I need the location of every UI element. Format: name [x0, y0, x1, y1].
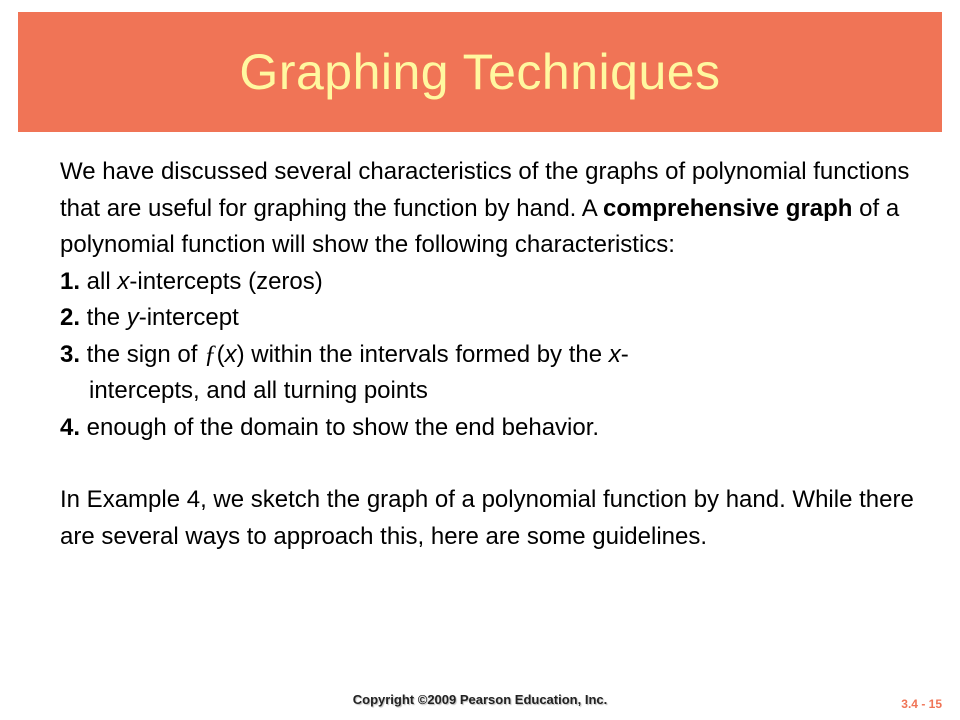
slide-number: 3.4 - 15	[901, 697, 942, 711]
list-item-1	[60, 264, 930, 301]
title-banner	[18, 12, 942, 132]
intro-text: We have discussed several characteristics of the graphs of polynomial functions that are useful for graphing the function by hand. A	[60, 158, 910, 222]
function-symbol: ƒ	[204, 340, 217, 368]
list-number-2: 2.	[60, 304, 81, 331]
slide-title: Graphing Techniques	[239, 44, 721, 100]
list-number-1: 1.	[60, 267, 81, 295]
list-item-2	[60, 300, 930, 337]
hyphen: -	[620, 340, 629, 368]
variable-y: y	[126, 304, 139, 331]
list-item-1-text: all	[80, 267, 118, 295]
list-item-3-text-mid: ) within the intervals formed by the	[236, 340, 609, 368]
variable-x: x	[117, 267, 130, 295]
list-item-2-text: the	[80, 304, 127, 331]
paragraph-gap	[60, 446, 930, 482]
list-item-1-text-end: -intercepts (zeros)	[129, 267, 323, 295]
intro-text-end: of a polynomial function will show the following characteristics:	[60, 194, 900, 258]
list-item-2-text-end: -intercept	[138, 304, 239, 331]
variable-x: x	[608, 340, 621, 368]
list-item-3-text: the sign of	[80, 340, 205, 368]
list-number-3: 3.	[60, 340, 81, 368]
copyright-notice: Copyright ©2009 Pearson Education, Inc.	[352, 692, 608, 707]
variable-x: x	[224, 340, 237, 368]
list-item-4-text: enough of the domain to show the end behavior.	[80, 413, 600, 441]
list-item-4	[60, 410, 930, 447]
list-item-3-continued: intercepts, and all turning points	[89, 377, 428, 404]
paren-open: (	[216, 340, 225, 368]
slide-body	[60, 154, 930, 555]
intro-paragraph	[60, 154, 930, 264]
example-paragraph: In Example 4, we sketch the graph of a polynomial function by hand. While there are several ways to approach this, here are some guidelines.	[60, 486, 914, 550]
list-item-3	[60, 337, 930, 374]
comprehensive-graph-term: comprehensive graph	[603, 194, 853, 222]
list-number-4: 4.	[60, 413, 81, 441]
